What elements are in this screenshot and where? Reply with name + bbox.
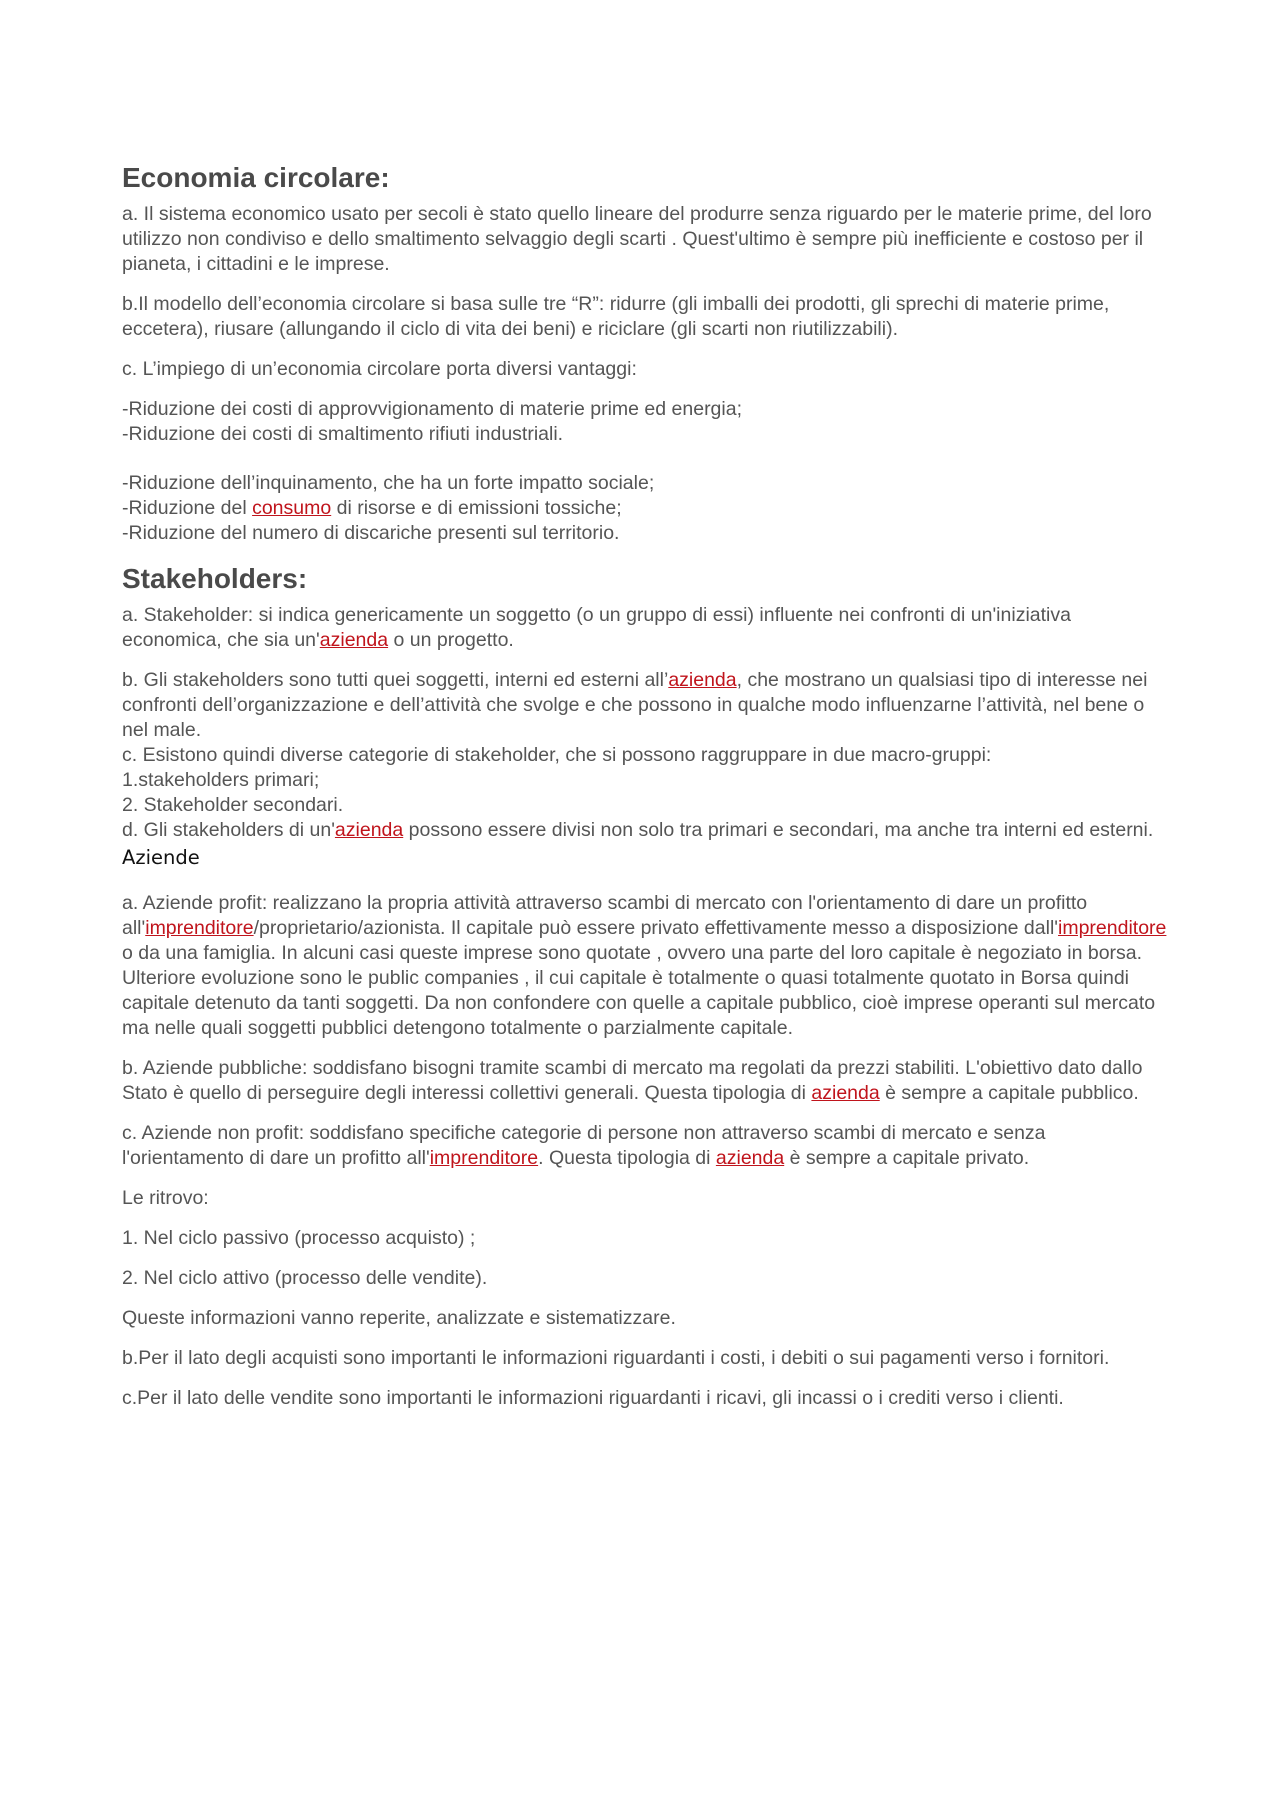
text-fragment: d. Gli stakeholders di un' [122, 819, 335, 841]
paragraph-acquisti: b.Per il lato degli acquisti sono importanti le informazioni riguardanti i costi, i debiti o sui pagamenti verso i fornitori. [122, 1347, 1110, 1369]
list-item-vantaggio-4 [122, 496, 1172, 521]
link-imprenditore[interactable]: imprenditore [145, 917, 254, 939]
text-fragment: /proprietario/azionista. Il capitale può essere privato effettivamente messo a disposizione dall' [253, 917, 1059, 939]
heading-economia-circolare: Economia circolare: [122, 162, 390, 193]
text-fragment: a. Stakeholder: si indica genericamente un soggetto (o un gruppo di essi) influente nei confronti di un'iniziativa economica, che sia un' [122, 604, 1071, 651]
document-page [122, 160, 1172, 1426]
paragraph-vendite: c.Per il lato delle vendite sono importanti le informazioni riguardanti i ricavi, gli incassi o i crediti verso i clienti. [122, 1387, 1064, 1409]
paragraph-ritrovo: Le ritrovo: [122, 1187, 209, 1209]
text-fragment: b. Aziende pubbliche: soddisfano bisogni tramite scambi di mercato ma regolati da prezzi stabiliti. L'obiettivo dato dallo Stato è quello di perseguire degli interessi collettivi generali. Questa tipologia di [122, 1057, 1143, 1104]
link-azienda[interactable]: azienda [668, 669, 737, 691]
list-item-ciclo-attivo: 2. Nel ciclo attivo (processo delle vendite). [122, 1267, 488, 1289]
text-fragment: o un progetto. [388, 629, 514, 651]
text-fragment: -Riduzione del [122, 497, 253, 519]
link-azienda[interactable]: azienda [334, 819, 404, 841]
text-fragment: di risorse e di emissioni tossiche; [331, 497, 622, 519]
link-imprenditore[interactable]: imprenditore [429, 1147, 539, 1169]
text-fragment: possono essere divisi non solo tra primari e secondari, ma anche tra interni ed esterni. [403, 819, 1154, 841]
text-fragment: c. Aziende non profit: soddisfano specifiche categorie di persone non attraverso scambi di mercato e senza l'orientamento di dare un profitto all' [122, 1122, 1046, 1169]
paragraph-stakeholders-a [122, 603, 1172, 653]
blank-line [122, 447, 1172, 471]
paragraph-aziende-pubbliche [122, 1056, 1172, 1106]
link-azienda[interactable]: azienda [319, 629, 389, 651]
paragraph-informazioni: Queste informazioni vanno reperite, analizzate e sistematizzare. [122, 1307, 676, 1329]
text-fragment: è sempre a capitale pubblico. [879, 1082, 1139, 1104]
text-fragment: b. Gli stakeholders sono tutti quei soggetti, interni ed esterni all’ [122, 669, 669, 691]
text-fragment: . Questa tipologia di [538, 1147, 716, 1169]
paragraph-economia-c: c. L’impiego di un’economia circolare porta diversi vantaggi: [122, 358, 637, 380]
list-item-vantaggio-1: -Riduzione dei costi di approvvigionamento di materie prime ed energia; [122, 398, 743, 420]
text-fragment: è sempre a capitale privato. [784, 1147, 1030, 1169]
paragraph-economia-a: a. Il sistema economico usato per secoli è stato quello lineare del produrre senza riguardo per le materie prime, del loro utilizzo non condiviso e dello smaltimento selvaggio degli scarti . Quest'ultimo è sempre più inefficiente e costoso per il pianeta, i cittadini e le imprese. [122, 203, 1152, 275]
link-azienda[interactable]: azienda [811, 1082, 880, 1104]
list-item-vantaggio-3: -Riduzione dell’inquinamento, che ha un forte impatto sociale; [122, 472, 655, 494]
paragraph-economia-b: b.Il modello dell’economia circolare si basa sulle tre “R”: ridurre (gli imballi dei prodotti, gli sprechi di materie prime, eccetera), riusare (allungando il ciclo di vita dei beni) e riciclare (gli scarti non riutilizzabili). [122, 293, 1110, 340]
link-consumo[interactable]: consumo [252, 497, 332, 519]
text-fragment: , che mostrano un qualsiasi tipo di interesse nei confronti dell’organizzazione e dell’attività che svolge e che possono in qualche modo influenzarne l’attività, nel bene o nel male. [122, 669, 1148, 741]
heading-aziende: Aziende [122, 846, 200, 869]
paragraph-aziende-non-profit [122, 1121, 1172, 1171]
paragraph-stakeholders-b [122, 668, 1172, 743]
text-fragment: o da una famiglia. In alcuni casi queste imprese sono quotate , ovvero una parte del loro capitale è negoziato in borsa. Ulteriore evoluzione sono le public companies , il cui capitale è totalmente o quasi totalmente quotato in Borsa quindi capitale detenuto da tanti soggetti. Da non confondere con quelle a capitale pubblico, cioè imprese operanti sul mercato ma nelle quali soggetti pubblici detengono totalmente o parzialmente capitale. [122, 942, 1156, 1039]
paragraph-stakeholders-c: c. Esistono quindi diverse categorie di stakeholder, che si possono raggruppare in due macro-gruppi: [122, 744, 992, 766]
list-item-vantaggio-5: -Riduzione del numero di discariche presenti sul territorio. [122, 522, 620, 544]
list-item-vantaggio-2: -Riduzione dei costi di smaltimento rifiuti industriali. [122, 423, 564, 445]
list-item-primari: 1.stakeholders primari; [122, 769, 320, 791]
list-item-ciclo-passivo: 1. Nel ciclo passivo (processo acquisto) ; [122, 1227, 476, 1249]
list-item-secondari: 2. Stakeholder secondari. [122, 794, 344, 816]
link-imprenditore[interactable]: imprenditore [1058, 917, 1167, 939]
link-azienda[interactable]: azienda [715, 1147, 785, 1169]
paragraph-aziende-profit [122, 891, 1172, 1041]
paragraph-stakeholders-d [122, 818, 1172, 843]
heading-stakeholders: Stakeholders: [122, 563, 308, 594]
text-fragment: a. Aziende profit: realizzano la propria attività attraverso scambi di mercato con l'orientamento di dare un profitto all' [122, 892, 1088, 939]
